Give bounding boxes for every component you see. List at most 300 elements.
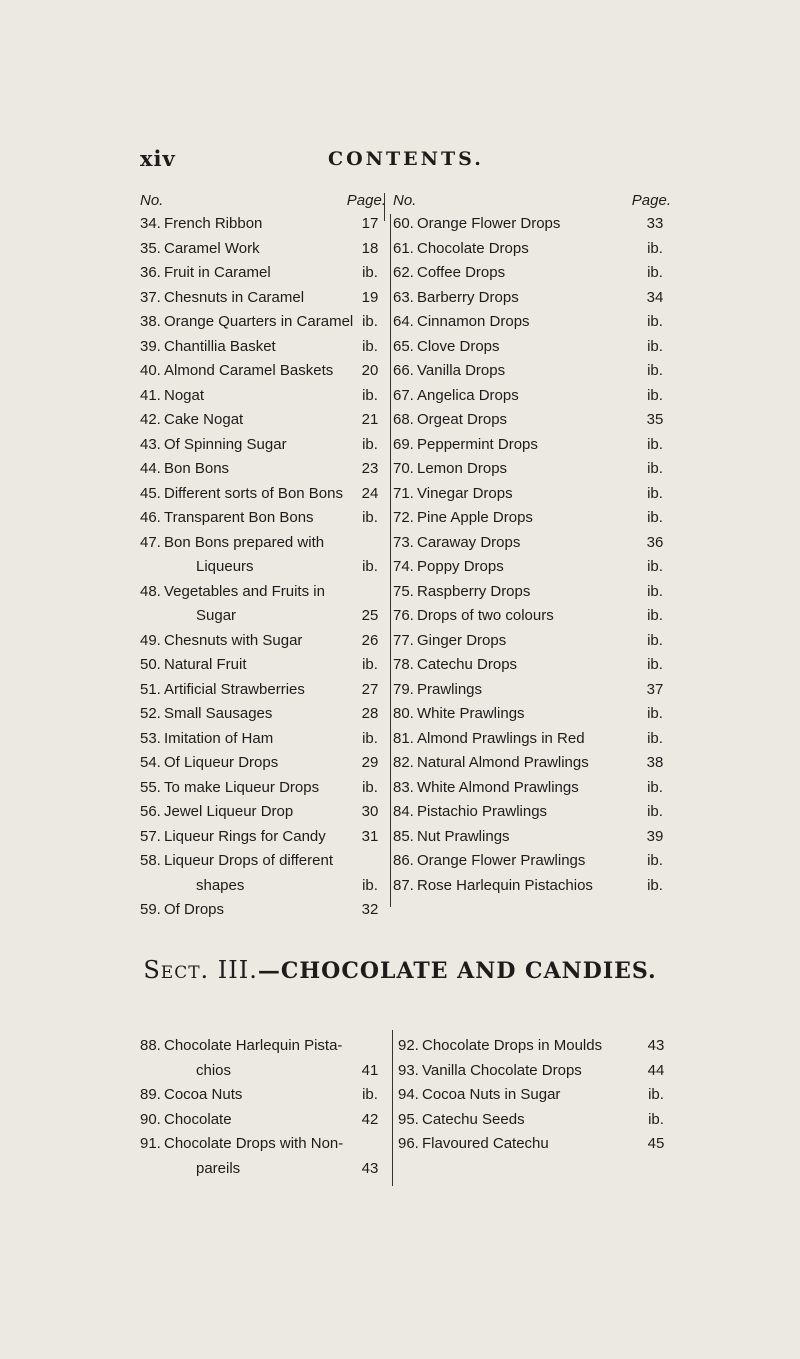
- entry-page: ib.: [647, 582, 663, 600]
- toc-entry-label: [393, 359, 505, 384]
- toc-entry: [393, 457, 675, 482]
- entry-number: 67.: [393, 386, 414, 404]
- entry-title: Cinnamon Drops: [417, 313, 530, 330]
- entry-page: 31: [361, 827, 379, 845]
- toc-entry-label: [393, 678, 482, 703]
- toc-entry: [393, 433, 675, 458]
- toc-entry: [140, 384, 390, 409]
- entry-number: 34.: [140, 215, 161, 232]
- entry-page: ib.: [362, 264, 378, 281]
- entry-page: 36: [646, 533, 664, 551]
- entry-title: Chesnuts with Sugar: [164, 631, 303, 649]
- toc-entry-label: [140, 212, 262, 237]
- toc-entry-label: [140, 800, 293, 825]
- toc-entry: [140, 629, 390, 654]
- toc-entry: [393, 678, 675, 703]
- toc-entry-label: [140, 335, 276, 360]
- toc-entry: [393, 702, 675, 727]
- entry-number: 70.: [393, 460, 414, 477]
- entry-title: Nut Prawlings: [417, 827, 510, 845]
- toc-entry: [393, 237, 675, 262]
- toc-entry-label: [140, 286, 304, 311]
- section-right-column: [398, 1034, 676, 1157]
- entry-number: 86.: [393, 852, 414, 869]
- toc-entry-label: [140, 384, 204, 409]
- toc-entry-label: [393, 212, 560, 237]
- left-no-header: No.: [140, 192, 164, 209]
- entry-title: Peppermint Drops: [417, 435, 538, 453]
- toc-entry-label: [393, 237, 529, 262]
- toc-entry: [393, 629, 675, 654]
- toc-entry: [140, 1108, 390, 1133]
- toc-entry-label: [140, 1083, 242, 1108]
- entry-title: Poppy Drops: [417, 558, 504, 575]
- entry-number: 48.: [140, 582, 161, 600]
- entry-number: 64.: [393, 313, 414, 330]
- toc-entry: [140, 874, 390, 899]
- entry-page: ib.: [362, 876, 378, 894]
- entry-page: 45: [647, 1135, 665, 1152]
- entry-page: 19: [361, 288, 379, 306]
- toc-entry-label: [140, 727, 273, 752]
- entry-title: Chantillia Basket: [164, 337, 276, 355]
- toc-entry-label: [140, 359, 333, 384]
- toc-entry-label: [393, 604, 554, 629]
- toc-entry-label: [393, 629, 506, 654]
- toc-entry: [393, 849, 675, 874]
- entry-number: 90.: [140, 1110, 161, 1128]
- toc-entry: [140, 433, 390, 458]
- entry-number: 68.: [393, 411, 414, 428]
- entry-title: French Ribbon: [164, 215, 263, 232]
- toc-entry: [140, 335, 390, 360]
- toc-entry-label: [393, 506, 533, 531]
- entry-title: Ginger Drops: [417, 631, 507, 649]
- toc-entry: [393, 555, 675, 580]
- toc-entry-label: [140, 874, 244, 899]
- entry-number: 46.: [140, 509, 161, 526]
- toc-entry: [140, 751, 390, 776]
- right-page-header: Page.: [631, 192, 671, 209]
- entry-page: ib.: [362, 337, 378, 355]
- entry-title: Orange Flower Prawlings: [417, 852, 586, 869]
- toc-entry: [398, 1059, 676, 1084]
- toc-entry-label: [140, 653, 247, 678]
- toc-entry: [140, 702, 390, 727]
- entry-page: ib.: [647, 852, 663, 869]
- toc-entry-label: [140, 898, 224, 923]
- entry-page: ib.: [647, 631, 663, 649]
- toc-entry-label: [393, 457, 507, 482]
- entry-page: 24: [361, 484, 379, 502]
- toc-entry: [140, 1157, 390, 1182]
- toc-entry-label: [398, 1083, 560, 1108]
- toc-entry: [398, 1108, 676, 1133]
- toc-entry: [140, 1083, 390, 1108]
- entry-number: 40.: [140, 362, 161, 379]
- toc-entry-label: [393, 310, 530, 335]
- entry-title: Prawlings: [417, 680, 483, 698]
- toc-entry-label: [398, 1132, 549, 1157]
- entry-page: 32: [361, 901, 379, 918]
- toc-entry: [393, 653, 675, 678]
- entry-number: 74.: [393, 558, 414, 575]
- entry-page: 37: [646, 680, 664, 698]
- toc-entry-label: [393, 408, 507, 433]
- toc-entry: [393, 580, 675, 605]
- entry-number: 52.: [140, 705, 161, 722]
- entry-page: ib.: [362, 386, 378, 404]
- entry-page: ib.: [647, 705, 663, 722]
- section-heading: [0, 956, 800, 984]
- column-divider: [390, 214, 391, 907]
- section-title: —CHOCOLATE AND CANDIES.: [257, 958, 657, 984]
- section-prefix: Sect. III.: [143, 956, 258, 984]
- entry-title: Caraway Drops: [417, 533, 521, 551]
- toc-entry-label: [393, 702, 525, 727]
- toc-entry-label: [398, 1108, 525, 1133]
- toc-entry: [140, 1059, 390, 1084]
- toc-entry-label: [140, 604, 236, 629]
- entry-number: 85.: [393, 827, 414, 845]
- entry-number: 93.: [398, 1061, 419, 1079]
- entry-title: chios: [196, 1061, 232, 1079]
- toc-entry: [140, 678, 390, 703]
- entry-page: 30: [361, 803, 379, 820]
- entry-number: 89.: [140, 1086, 161, 1103]
- toc-entry: [398, 1034, 676, 1059]
- toc-entry: [140, 604, 390, 629]
- entry-page: 42: [361, 1110, 379, 1128]
- entry-title: Chocolate Drops in Moulds: [422, 1037, 603, 1054]
- entry-title: Chocolate: [164, 1110, 232, 1128]
- toc-entry: [140, 727, 390, 752]
- entry-title: Coffee Drops: [417, 264, 506, 281]
- entry-page: ib.: [362, 778, 378, 796]
- entry-title: Vegetables and Fruits in: [164, 582, 325, 600]
- entry-number: 56.: [140, 803, 161, 820]
- entry-number: 96.: [398, 1135, 419, 1152]
- toc-entry: [140, 482, 390, 507]
- entry-title: Bon Bons prepared with: [164, 533, 325, 551]
- entry-number: 57.: [140, 827, 161, 845]
- toc-entry-label: [393, 776, 579, 801]
- entry-title: Pistachio Prawlings: [417, 803, 548, 820]
- entry-page: ib.: [362, 435, 378, 453]
- entry-number: 72.: [393, 509, 414, 526]
- entry-number: 95.: [398, 1110, 419, 1128]
- entry-number: 50.: [140, 656, 161, 673]
- entry-title: Cake Nogat: [164, 411, 244, 428]
- toc-entry: [393, 727, 675, 752]
- toc-entry: [393, 212, 675, 237]
- page-number: xiv: [140, 146, 176, 171]
- toc-entry-label: [398, 1034, 602, 1059]
- entry-page: 43: [361, 1159, 379, 1177]
- entry-page: 35: [646, 411, 664, 428]
- entry-number: 63.: [393, 288, 414, 306]
- entry-number: 39.: [140, 337, 161, 355]
- entry-number: 58.: [140, 852, 161, 869]
- toc-entry: [393, 506, 675, 531]
- toc-entry-label: [140, 776, 319, 801]
- entry-page: ib.: [647, 729, 663, 747]
- entry-number: 59.: [140, 901, 161, 918]
- entry-page: 25: [361, 607, 379, 624]
- entry-number: 69.: [393, 435, 414, 453]
- entry-page: 28: [361, 705, 379, 722]
- entry-page: ib.: [647, 313, 663, 330]
- entry-page: 41: [361, 1061, 379, 1079]
- toc-entry: [393, 286, 675, 311]
- entry-number: 83.: [393, 778, 414, 796]
- entry-number: 35.: [140, 239, 161, 257]
- toc-entry-label: [140, 702, 272, 727]
- toc-entry-label: [140, 310, 353, 335]
- entry-number: 73.: [393, 533, 414, 551]
- entry-page: ib.: [647, 607, 663, 624]
- entry-number: 41.: [140, 386, 161, 404]
- toc-entry: [393, 874, 675, 899]
- toc-entry-label: [393, 800, 547, 825]
- entry-number: 76.: [393, 607, 414, 624]
- entry-page: 38: [646, 754, 664, 771]
- entry-title: Pine Apple Drops: [417, 509, 533, 526]
- toc-entry: [140, 237, 390, 262]
- entry-page: ib.: [647, 435, 663, 453]
- entry-number: 91.: [140, 1135, 161, 1152]
- toc-entry-label: [140, 482, 343, 507]
- toc-entry: [140, 359, 390, 384]
- toc-entry-label: [140, 825, 326, 850]
- toc-right-column: [393, 192, 675, 898]
- entry-page: ib.: [647, 803, 663, 820]
- entry-number: 44.: [140, 460, 161, 477]
- entry-page: ib.: [647, 876, 663, 894]
- entry-title: Natural Fruit: [164, 656, 247, 673]
- entry-title: Clove Drops: [417, 337, 500, 355]
- entry-title: Different sorts of Bon Bons: [164, 484, 343, 502]
- entry-number: 43.: [140, 435, 161, 453]
- toc-entry-label: [140, 1108, 232, 1133]
- entry-number: 79.: [393, 680, 414, 698]
- entry-number: 77.: [393, 631, 414, 649]
- right-column-header: [393, 192, 675, 212]
- toc-entry: [140, 800, 390, 825]
- toc-entry-label: [393, 286, 519, 311]
- toc-entry: [140, 898, 390, 923]
- entry-title: Raspberry Drops: [417, 582, 531, 600]
- entry-number: 80.: [393, 705, 414, 722]
- entry-page: ib.: [647, 337, 663, 355]
- entry-title: Rose Harlequin Pistachios: [417, 876, 593, 894]
- entry-number: 60.: [393, 215, 414, 232]
- entry-page: ib.: [362, 509, 378, 526]
- toc-entry-label: [393, 849, 585, 874]
- toc-entry: [140, 212, 390, 237]
- entry-number: 62.: [393, 264, 414, 281]
- entry-title: Almond Caramel Baskets: [164, 362, 334, 379]
- entry-number: 51.: [140, 680, 161, 698]
- toc-entry-label: [140, 237, 260, 262]
- toc-entry: [393, 604, 675, 629]
- toc-entry: [393, 384, 675, 409]
- entry-number: 65.: [393, 337, 414, 355]
- entry-page: 26: [361, 631, 379, 649]
- entry-number: 88.: [140, 1037, 161, 1054]
- toc-entry-label: [140, 751, 278, 776]
- toc-entry: [398, 1083, 676, 1108]
- entry-title: Vanilla Chocolate Drops: [422, 1061, 582, 1079]
- entry-title: Catechu Drops: [417, 656, 518, 673]
- toc-entry: [393, 359, 675, 384]
- entry-page: ib.: [647, 460, 663, 477]
- toc-entry: [140, 849, 390, 874]
- entry-page: ib.: [647, 509, 663, 526]
- toc-entry-label: [140, 580, 325, 605]
- toc-entry: [393, 482, 675, 507]
- entry-page: ib.: [647, 778, 663, 796]
- toc-entry-label: [140, 629, 302, 654]
- toc-entry: [140, 776, 390, 801]
- toc-entry: [398, 1132, 676, 1157]
- toc-entry-label: [140, 1034, 342, 1059]
- entry-title: Chocolate Drops with Non-: [164, 1135, 344, 1152]
- entry-number: 84.: [393, 803, 414, 820]
- entry-number: 87.: [393, 876, 414, 894]
- entry-title: Caramel Work: [164, 239, 260, 257]
- entry-number: 81.: [393, 729, 414, 747]
- toc-entry-label: [140, 261, 271, 286]
- entry-title: Liqueurs: [196, 558, 254, 575]
- toc-entry: [140, 1034, 390, 1059]
- entry-title: Liqueur Rings for Candy: [164, 827, 326, 845]
- entry-page: 20: [361, 362, 379, 379]
- toc-entry-label: [393, 825, 510, 850]
- toc-entry: [393, 776, 675, 801]
- entry-page: ib.: [647, 239, 663, 257]
- entry-page: 18: [361, 239, 379, 257]
- entry-title: Artificial Strawberries: [164, 680, 305, 698]
- entry-page: ib.: [647, 558, 663, 575]
- entry-page: ib.: [362, 1086, 378, 1103]
- entry-number: 92.: [398, 1037, 419, 1054]
- toc-entry-label: [393, 751, 589, 776]
- toc-entry-label: [393, 433, 538, 458]
- entry-title: Of Spinning Sugar: [164, 435, 287, 453]
- entry-number: 47.: [140, 533, 161, 551]
- entry-page: ib.: [647, 362, 663, 379]
- toc-entry: [140, 408, 390, 433]
- entry-page: 17: [361, 215, 379, 232]
- toc-entry: [393, 408, 675, 433]
- toc-entry-label: [393, 874, 593, 899]
- entry-number: 53.: [140, 729, 161, 747]
- entry-title: Small Sausages: [164, 705, 273, 722]
- toc-entry: [140, 653, 390, 678]
- entry-page: 29: [361, 754, 379, 771]
- toc-entry-label: [140, 555, 254, 580]
- toc-entry: [140, 825, 390, 850]
- entry-title: Orange Quarters in Caramel: [164, 313, 354, 330]
- page-header: [0, 146, 800, 176]
- entry-title: Of Drops: [164, 901, 225, 918]
- entry-page: 27: [361, 680, 379, 698]
- entry-title: pareils: [196, 1159, 241, 1177]
- entry-page: ib.: [647, 656, 663, 673]
- entry-title: Orgeat Drops: [417, 411, 508, 428]
- entry-title: Almond Prawlings in Red: [417, 729, 585, 747]
- entry-page: ib.: [648, 1110, 664, 1128]
- entry-page: 33: [646, 215, 664, 232]
- entry-title: Cocoa Nuts: [164, 1086, 243, 1103]
- entry-title: Cocoa Nuts in Sugar: [422, 1086, 561, 1103]
- entry-page: 34: [646, 288, 664, 306]
- entry-title: Chocolate Harlequin Pista-: [164, 1037, 343, 1054]
- entry-title: Sugar: [196, 607, 237, 624]
- entry-number: 94.: [398, 1086, 419, 1103]
- entry-number: 75.: [393, 582, 414, 600]
- entry-title: Fruit in Caramel: [164, 264, 271, 281]
- entry-title: Natural Almond Prawlings: [417, 754, 589, 771]
- entry-title: Catechu Seeds: [422, 1110, 525, 1128]
- toc-entry-label: [393, 335, 500, 360]
- toc-entry-label: [140, 531, 324, 556]
- entry-number: 36.: [140, 264, 161, 281]
- entry-number: 45.: [140, 484, 161, 502]
- entry-title: Chesnuts in Caramel: [164, 288, 305, 306]
- entry-title: Liqueur Drops of different: [164, 852, 333, 869]
- entry-title: Barberry Drops: [417, 288, 519, 306]
- toc-entry: [140, 506, 390, 531]
- entry-title: Drops of two colours: [417, 607, 554, 624]
- entry-number: 82.: [393, 754, 414, 771]
- toc-entry-label: [140, 433, 287, 458]
- toc-entry: [140, 580, 390, 605]
- toc-entry-label: [398, 1059, 582, 1084]
- toc-entry: [140, 261, 390, 286]
- entry-title: Imitation of Ham: [164, 729, 274, 747]
- entry-title: Bon Bons: [164, 460, 230, 477]
- entry-page: 39: [646, 827, 664, 845]
- toc-entry-label: [393, 531, 520, 556]
- entry-page: ib.: [362, 656, 378, 673]
- toc-entry: [393, 335, 675, 360]
- toc-entry: [393, 825, 675, 850]
- entry-title: To make Liqueur Drops: [164, 778, 320, 796]
- entry-title: Nogat: [164, 386, 205, 404]
- toc-entry: [393, 531, 675, 556]
- right-no-header: No.: [393, 192, 417, 209]
- toc-entry-label: [140, 506, 314, 531]
- entry-title: Of Liqueur Drops: [164, 754, 279, 771]
- toc-entry-label: [140, 1157, 240, 1182]
- entry-number: 78.: [393, 656, 414, 673]
- entry-number: 71.: [393, 484, 414, 502]
- toc-entry-label: [393, 384, 519, 409]
- toc-entry-label: [393, 482, 513, 507]
- entry-number: 38.: [140, 313, 161, 330]
- entry-page: 44: [647, 1061, 665, 1079]
- entry-number: 49.: [140, 631, 161, 649]
- entry-title: White Almond Prawlings: [417, 778, 579, 796]
- entry-page: ib.: [647, 484, 663, 502]
- toc-entry: [393, 310, 675, 335]
- section-column-divider: [392, 1030, 393, 1186]
- entry-title: White Prawlings: [417, 705, 525, 722]
- entry-title: shapes: [196, 876, 245, 894]
- toc-entry: [140, 457, 390, 482]
